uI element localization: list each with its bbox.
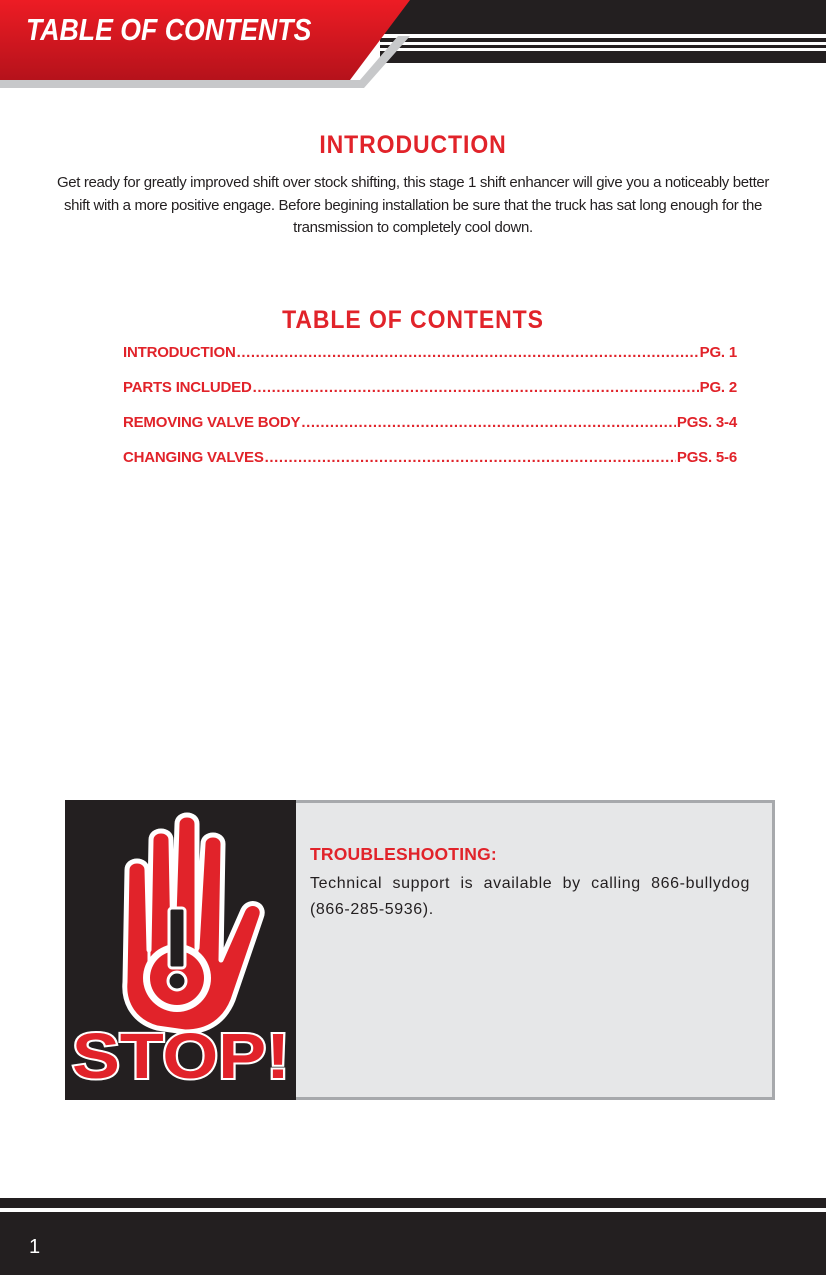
toc-entry-label: CHANGING VALVES [123,449,264,466]
toc-leader-dots [265,449,676,466]
header-title: TABLE OF CONTENTS [26,12,312,47]
troubleshooting-box [65,800,777,1100]
toc-entry-page: PGS. 3-4 [676,414,737,431]
toc-leader-dots [301,414,676,431]
toc-entry-parts-included[interactable] [123,379,737,414]
intro-paragraph: Get ready for greatly improved shift over stock shifting, this stage 1 shift enhancer will give you a noticeably better shift with a more positive engage. Before begining installation be sure that the truck has sat long enough for the transmission to completely cool down. [56,174,770,236]
intro-heading: INTRODUCTION [319,131,507,159]
toc-entry-page: PG. 1 [699,344,737,361]
toc-entry-label: INTRODUCTION [123,344,236,361]
stop-panel [65,800,296,1100]
toc-leader-dots [253,379,699,396]
toc-entry-removing-valve-body[interactable] [123,414,737,449]
page-number: 1 [29,1236,41,1258]
toc-entry-page: PG. 2 [699,379,737,396]
toc-leader-dots [237,344,699,361]
troubleshooting-text: Technical support is available by calling 866-bullydog (866-285-5936). [310,875,750,918]
toc-list [123,344,737,484]
troubleshooting-heading: TROUBLESHOOTING: [310,844,497,864]
toc-heading: TABLE OF CONTENTS [282,306,544,334]
toc-entry-changing-valves[interactable] [123,449,737,484]
page-header [0,0,826,92]
footer-stripe [0,1198,826,1208]
toc-entry-label: PARTS INCLUDED [123,379,252,396]
stop-label: STOP! [72,1020,290,1092]
stop-hand-icon [65,800,296,1100]
troubleshooting-panel [296,800,775,1100]
page-footer [0,1198,826,1275]
toc-entry-introduction[interactable] [123,344,737,379]
footer-bar [0,1212,826,1275]
toc-entry-label: REMOVING VALVE BODY [123,414,301,431]
toc-entry-page: PGS. 5-6 [676,449,737,466]
